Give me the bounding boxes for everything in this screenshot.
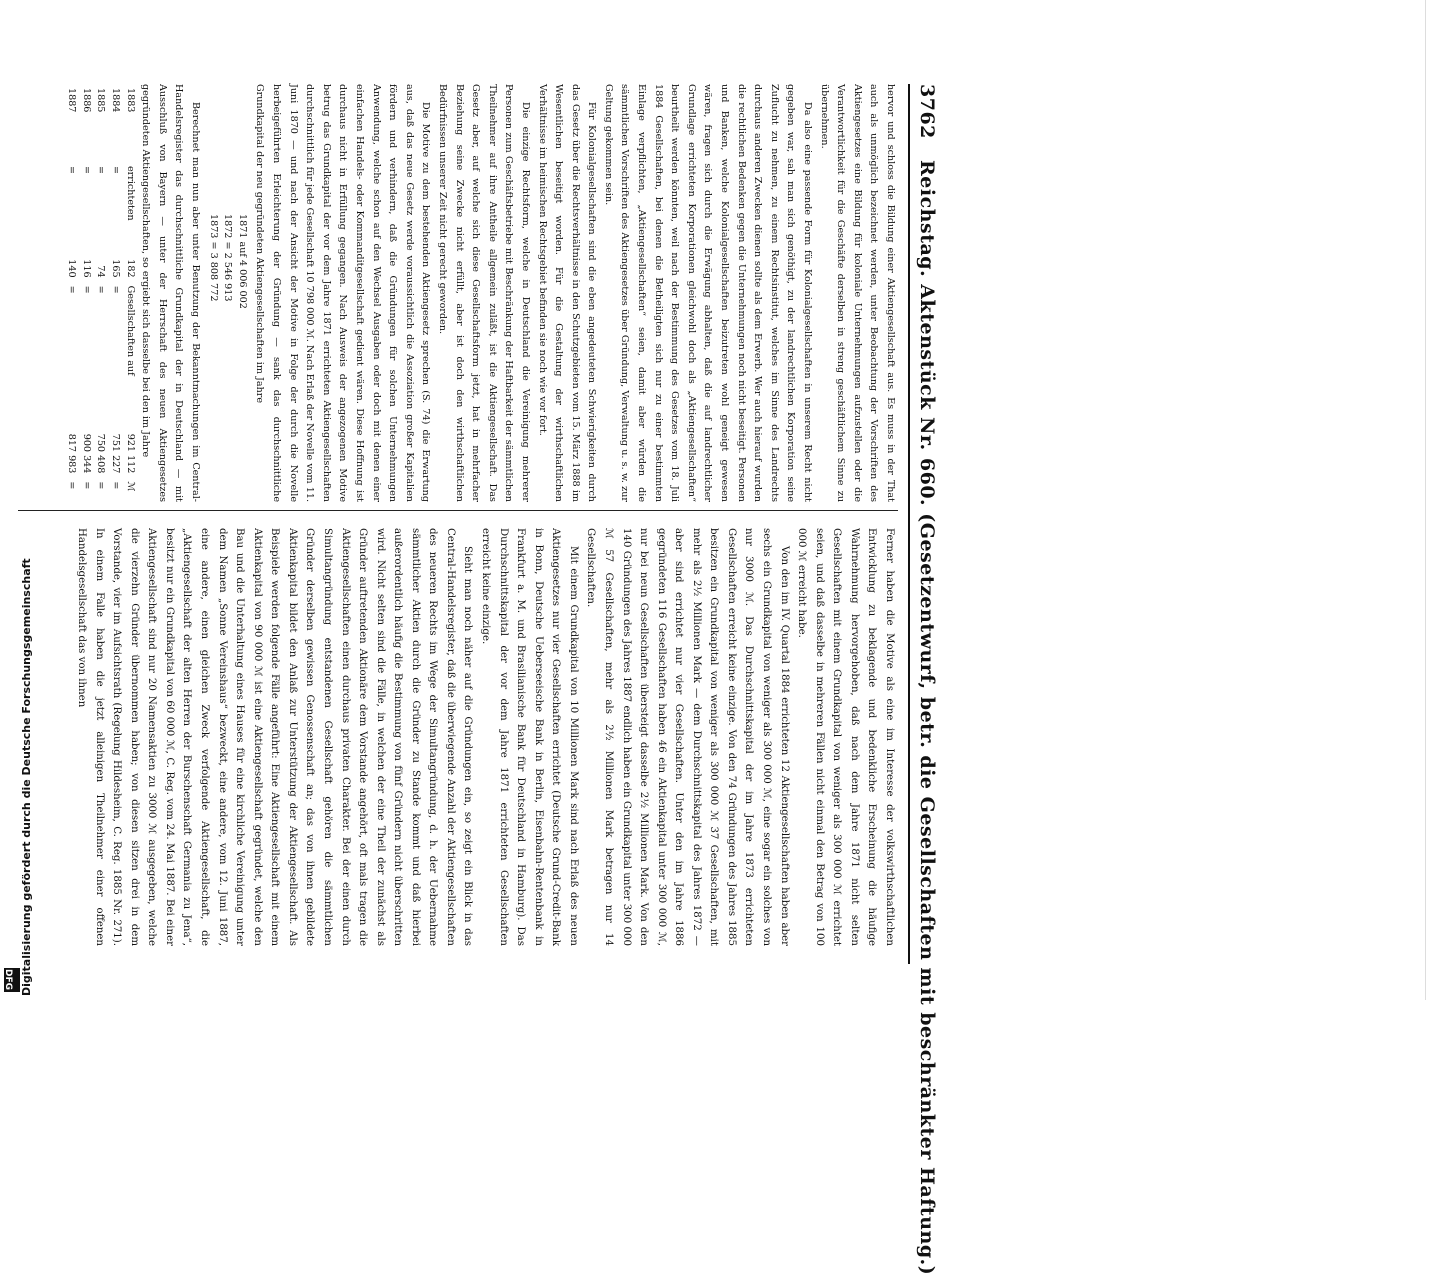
column-right (73, 528, 898, 946)
dfg-logo: DFG (4, 968, 20, 992)
page-number: 3762 (916, 84, 938, 139)
capital-table-1871 (205, 214, 249, 502)
paragraph: Für Kolonialgesellschaften sind die eben angedeuteten Schwierigkeiten durch das Gesetz über die Rechtsverhältnisse in den Schutzgebieten vom 15. März 1888 im Wesentlichen beseitigt worden. Für die Gestaltung der wirthschaftlichen Verhältnisse im heimischen Rechtsgebiet befinden sie noch wie vor fort. (536, 84, 598, 502)
table-row: 1873 = 3 808 772 (207, 214, 219, 302)
capital-table-1883 (64, 84, 137, 502)
paragraph: Sieht man noch näher auf die Gründungen ein, so zeigt ein Blick in das Central-Handelsregister, daß die überwiegende Anzahl der Aktiengesellschaften des neueren Rechts im Wege der Simultangründung, d. h. der Uebernahme sämmtlicher Aktien durch die Gründer zu Stande kommt und daß hierbei außerordentlich häufig die Bestimmung von fünf Gründern nicht überschritten wird. Nicht selten sind die Fälle, in welchen der eine Theil der zunächst als Gründer auftretenden Aktionäre dem Vorstande angehört, oft mals tragen die Aktiengesellschaften einen durchaus privaten Charakter. Bei der einen durch Simultangründung entstandenen Gesellschaft gehören die sämmtlichen Gründer derselben gewissen Genossenschaft an; das von ihnen gebildete Aktienkapital bildet den Anlaß zur Unterstützung der Aktiengesellschaft. Als Beispiele werden folgende Fälle angeführt: Eine Aktiengesellschaft mit einem Aktienkapital von 90 000 ℳ ist eine Aktiengesellschaft gegründet, welche den Bau und die Unterhaltung eines Hauses für eine kirchliche Vereinigung unter dem Namen „Sonne Vereinshaus“ bezweckt, eine andere, vom 12. Juni 1887, eine andere, einen gleichen Zweck verfolgende Aktiengesellschaft, die „Aktiengesellschaft der alten Herren der Burschenschaft Germania zu Jena“, besitzt nur ein Grundkapital von 60 000 ℳ, C. Reg. vom 24. Mai 1887. Bei einer Aktiengesellschaft sind nur 20 Namensaktien zu 3000 ℳ ausgegeben, welche die vierzehn Gründer übernommen haben; von diesen sitzen drei in dem Vorstande, vier im Aufsichtsrath (Regelung Hildesheim, C. Reg. 1885 Nr. 271). In einem Falle haben die jetzt alleinigen Theilnehmer einer offenen Handelsgesellschaft das von ihnen (76, 528, 474, 946)
digitization-strip (0, 0, 33, 1000)
page-edge (1425, 0, 1432, 1000)
header-rule (908, 84, 910, 964)
paragraph: hervor und schloss die Bildung einer Aktiengesellschaft aus. Es muss in der That auch als unmöglich bezeichnet werden, unter Beobachtung der Vorschriften des Aktiengesetzes eine Bildung für koloniale Unternehmungen aufzustellen oder die Verantwortlichkeit für die Geschäfte derselben in streng geschäftlichem Sinne zu übernehmen. (818, 84, 896, 502)
table-row: 1884 = 165 = 751 227 = (110, 88, 122, 490)
paragraph: Mit einem Grundkapital von 10 Millionen Mark sind nach Erlaß des neuen Aktiengesetzes nur vier Gesellschaften errichtet (Deutsche Grund-Credit-Bank in Bonn, Deutsche Ueberseeische Bank in Berlin, Eisenbahn-Rentenbank in Frankfurt a. M. und Brasilianische Bank für Deutschland in Hamburg). Das Durchschnittskapital der vor dem Jahre 1871 errichteten Gesellschaften erreicht keine einzige. (480, 528, 579, 946)
table-row: 1887 = 140 = 817 983 = (66, 88, 78, 490)
table-row: 1883 errichteten 182 Gesellschaften auf 921 112 ℳ (124, 88, 136, 492)
column-divider (18, 510, 898, 511)
column-left (64, 84, 898, 502)
table-row: 1885 = 74 = 750 408 = (95, 88, 107, 490)
table-row: 1872 = 2 546 913 (222, 214, 234, 302)
paragraph: Von den im IV. Quartal 1884 errichteten 12 Aktiengesellschaften haben aber sechs ein Grundkapital von weniger als 300 000 ℳ, eine sogar ein solches von nur 3000 ℳ. Das Durchschnittskapital der im Jahre 1873 errichteten Gesellschaften erreicht keine einzige. Von den 74 Gründungen des Jahres 1885 besitzen ein Grundkapital von weniger als 300 000 ℳ 37 Gesellschaften, mit mehr als 2½ Millionen Mark — dem Durchschnittskapital des Jahres 1872 — aber sind errichtet nur vier Gesellschaften. Unter den im Jahre 1886 gegründeten 116 Gesellschaften haben 46 ein Aktienkapital unter 300 000 ℳ, nur bei neun Gesellschaften übersteigt dasselbe 2½ Millionen Mark. Von den 140 Gründungen des Jahres 1887 endlich haben ein Grundkapital unter 300 000 ℳ 57 Gesellschaften, mehr als 2½ Millionen Mark betragen nur 14 Gesellschaften. (585, 528, 790, 946)
page-subtitle: (Gesetzentwurf, betr. die Gesellschaften mit beschränkter Haftung.) (916, 513, 938, 1275)
table-row: 1871 auf 4 006 002 (236, 214, 248, 309)
paragraph: Ferner haben die Motive als eine im Interesse der volkswirthschaftlichen Entwicklung zu beklagende und bedenkliche Erscheinung die häufige Wahrnehmung hervorgehoben, daß nach dem Jahre 1871 nicht selten Gesellschaften mit einem Grundkapital von weniger als 300 000 ℳ errichtet seien, und daß dasselbe in mehreren Fällen nicht einmal den Betrag von 100 000 ℳ erreicht habe. (796, 528, 895, 946)
paragraph: Berechnet man nun aber unter Benutzung der Bekanntmachungen im Central-Handelsregister das durchschnittliche Grundkapital der in Deutschland — mit Ausschluß von Bayern — unter der Herrschaft des neuen Aktiengesetzes gegründeten Aktiengesellschaften, so ergiebt sich dasselbe bei den im Jahre (140, 84, 202, 502)
paragraph: Da also eine passende Form für Kolonialgesellschaften in unserem Recht nicht gegeben war, sah man sich genöthigt, zu der landrechtlichen Korporation seine Zuflucht zu nehmen, zu einem Rechtsinstitut, welches im Sinne des Landrechts durchaus anderen Zwecken dienen sollte als dem Erwerb. Wer auch hierauf wurden die rechtlichen Bedenken gegen die Unternehmungen noch nicht beseitigt. Personen und Banken, welche Kolonialgesellschaften beizutreten wohl geneigt gewesen wären, fragen sich durch die Erwägung abhalten, daß die auf landrechtlicher Grundlage errichteten Korporationen gleichwohl doch als „Aktiengesellschaften“ beurtheilt werden könnten, weil nach der Bestimmung des Gesetzes vom 18. Juli 1884 Gesellschaften, bei denen die Betheiligten sich nur zu einer bestimmten Einlage verpflichten, „Aktiengesellschaften“ seien, damit aber würden die sämmtlichen Vorschriften des Aktiengesetzes über Gründung, Verwaltung u. s. w. zur Geltung gekommen sein. (602, 84, 814, 502)
page-header (908, 84, 938, 1275)
funding-credit: Digitalisierung gefördert durch die Deutsche Forschungsgemeinschaft (20, 558, 33, 996)
page-title: Reichstag. Aktenstück Nr. 660. (916, 160, 938, 507)
table-row: 1886 = 116 = 900 344 = (80, 88, 92, 490)
paragraph: Die Motive zu dem bestehenden Aktiengesetz sprechen (S. 74) die Erwartung aus, daß das neue Gesetz werde voraussichtlich die Assoziation großer Kapitalien fördern und verhindern, daß die Gründungen für solchen Unternehmungen Anwendung, welche schon auf den Wechsel Ausgaben oder doch mit denen einer einfachen Handels- oder Kommanditgesellschaft gedient wären. Diese Hoffnung ist durchaus nicht in Erfüllung gegangen. Nach Ausweis der angezogenen Motive betrug das Grundkapital der vor dem Jahre 1871 errichteten Aktiengesellschaften durchschnittlich für jede Gesellschaft 10 798 000 ℳ. Nach Erlaß der Novelle vom 11. Juni 1870 — und nach der Ansicht der Motive in Folge der durch die Novelle herbeigeführten Erleichterung der Gründung — sank das durchschnittliche Grundkapital der neu gegründeten Aktiengesellschaften im Jahre (254, 84, 432, 502)
paragraph: Die einzige Rechtsform, welche in Deutschland die Vereinigung mehrerer Personen zum Geschäftsbetriebe mit Beschränkung der Haftbarkeit der sämmtlichen Theilnehmer auf ihre Antheile allgemein zuläßt, ist die Aktiengesellschaft. Das Gesetz aber, auf welche sich diese Gesellschaftsform jetzt, hat in mehrfacher Beziehung seine Zwecke nicht erfüllt, aber ist doch den wirthschaftlichen Bedürfnissen unserer Zeit nicht gerecht geworden. (436, 84, 531, 502)
